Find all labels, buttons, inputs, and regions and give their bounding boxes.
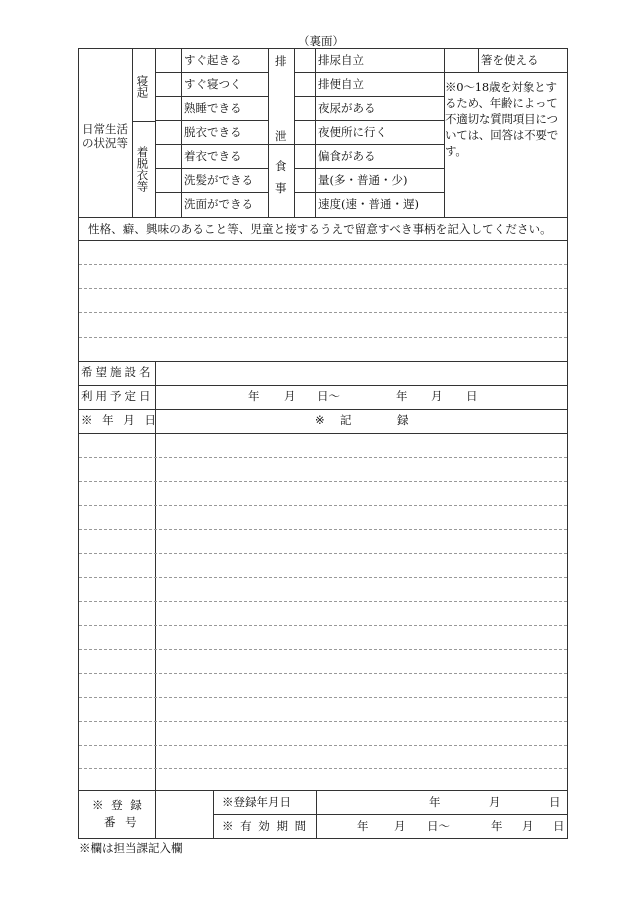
- meal-label-1: 食: [275, 159, 287, 173]
- page-title: （裏面）: [298, 34, 344, 48]
- meal-label-2: 事: [275, 181, 287, 195]
- item-bedwetting: 夜尿がある: [318, 101, 376, 115]
- validity-start-day: 日～: [427, 819, 450, 833]
- age-note: ※0～18歳を対象とするため、年齢によって不適切な質問項目については、回答は不要です。: [445, 80, 558, 158]
- period-end-day: 日: [466, 389, 478, 403]
- daily-life-label: 日常生活の状況等: [82, 122, 128, 150]
- record-header-char2: 録: [397, 413, 409, 427]
- registration-date-label: ※登録年月日: [222, 795, 291, 809]
- item-face-wash: 洗面ができる: [184, 197, 253, 211]
- item-hair-wash: 洗髪ができる: [184, 173, 253, 187]
- item-dress: 着衣できる: [184, 149, 242, 163]
- validity-end-day: 日: [553, 819, 565, 833]
- registration-date-year: 年: [429, 795, 441, 809]
- excretion-label-2: 泄: [275, 129, 287, 143]
- excretion-label-1: 排: [275, 54, 287, 68]
- personality-input-area[interactable]: [79, 241, 567, 361]
- item-amount: 量(多・普通・少): [318, 173, 408, 187]
- facility-label: 希望施設名: [81, 365, 154, 379]
- period-start-year: 年: [248, 389, 260, 403]
- item-chopsticks: 箸を使える: [481, 53, 539, 67]
- record-header-char1: 記: [340, 413, 352, 427]
- validity-input[interactable]: [317, 815, 567, 838]
- period-end-year: 年: [396, 389, 408, 403]
- item-night-toilet: 夜便所に行く: [318, 125, 387, 139]
- item-picky: 偏食がある: [318, 149, 376, 163]
- item-wake-fast: すぐ起きる: [184, 53, 242, 67]
- registration-label-1: ※ 登 録: [92, 798, 142, 812]
- period-start-month: 月: [284, 389, 296, 403]
- footnote: ※欄は担当課記入欄: [79, 841, 183, 855]
- dress-label: 着脱衣等: [135, 146, 150, 192]
- registration-number-input[interactable]: [156, 791, 213, 837]
- record-date-header: ※ 年 月 日: [81, 413, 156, 427]
- registration-label-2: 番 号: [104, 815, 137, 829]
- validity-end-year: 年: [491, 819, 503, 833]
- record-header-mark: ※: [315, 413, 325, 427]
- period-start-day: 日～: [317, 389, 340, 403]
- item-undress: 脱衣できる: [184, 125, 242, 139]
- record-input-area[interactable]: [79, 434, 567, 789]
- period-input[interactable]: [156, 386, 567, 409]
- personality-prompt: 性格、癖、興味のあること等、児童と接するうえで留意すべき事柄を記入してください。: [88, 222, 552, 236]
- registration-date-input[interactable]: [317, 791, 567, 814]
- item-sleep-well: 熟睡できる: [184, 101, 242, 115]
- period-end-month: 月: [431, 389, 443, 403]
- validity-end-month: 月: [522, 819, 534, 833]
- validity-start-month: 月: [394, 819, 406, 833]
- item-sleep-fast: すぐ寝つく: [184, 77, 242, 91]
- period-label: 利用予定日: [81, 389, 154, 403]
- item-speed: 速度(速・普通・遅): [318, 197, 419, 211]
- registration-date-day: 日: [549, 795, 561, 809]
- registration-date-month: 月: [489, 795, 501, 809]
- wake-label: 寝起: [135, 75, 150, 98]
- item-bowel: 排便自立: [318, 77, 364, 91]
- facility-input[interactable]: [156, 362, 567, 385]
- validity-label: ※ 有 効 期 間: [222, 819, 307, 833]
- validity-start-year: 年: [357, 819, 369, 833]
- item-urination: 排尿自立: [318, 53, 364, 67]
